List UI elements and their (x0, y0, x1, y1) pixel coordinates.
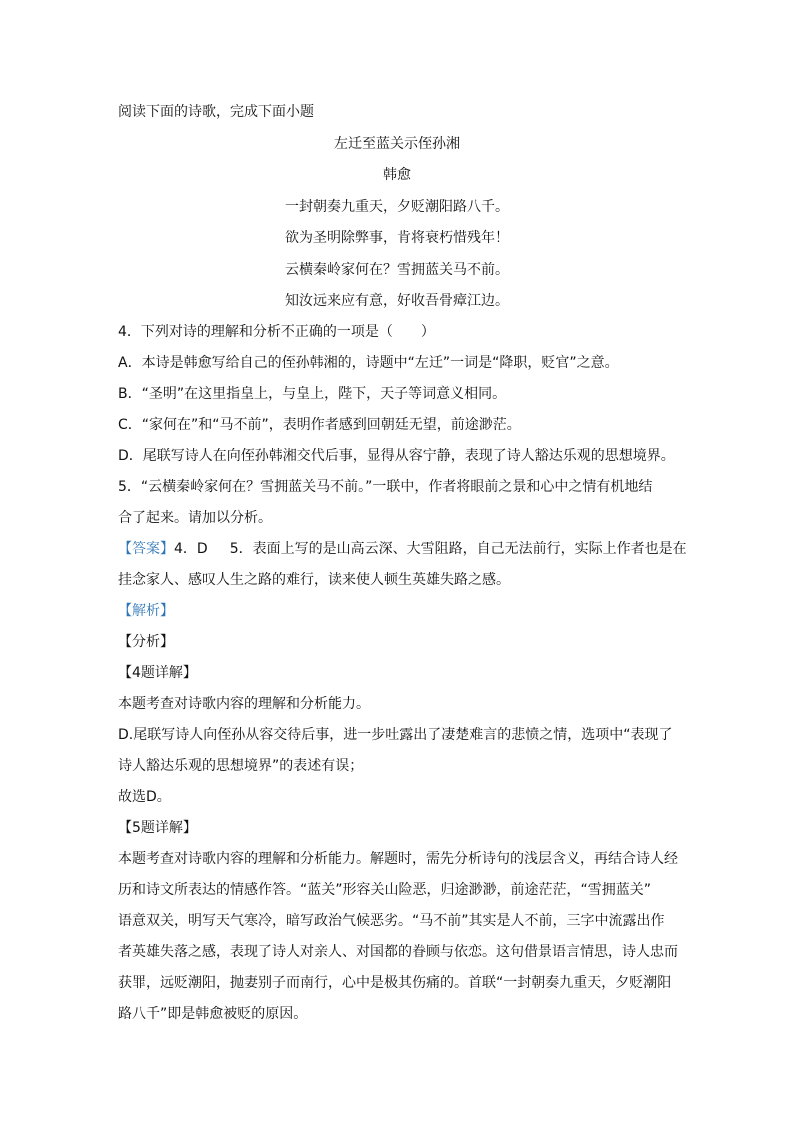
detail-4-line-2: D.尾联写诗人向侄孙从容交待后事，进一步吐露出了凄楚难言的悲愤之情，选项中“表现了 (118, 727, 673, 743)
intro-text: 阅读下面的诗歌，完成下面小题 (118, 104, 314, 120)
answer-4: 4．D (174, 541, 208, 557)
poem-line-1: 一封朝奏九重天，夕贬潮阳路八千。 (285, 199, 509, 215)
detail-5-line-6: 路八千”即是韩愈被贬的原因。 (118, 1006, 308, 1022)
poem-line-4: 知汝远来应有意，好收吾骨瘴江边。 (285, 293, 509, 309)
answer-5-part-2: 挂念家人、感叹人生之路的难行，读来使人顿生英雄失路之感。 (118, 572, 510, 588)
detail-4-label: 【4题详解】 (118, 665, 197, 681)
question-4-option-b: B．“圣明”在这里指皇上，与皇上，陛下，天子等词意义相同。 (118, 386, 507, 402)
question-4-option-c: C．“家何在”和“马不前”，表明作者感到回朝廷无望，前途渺茫。 (118, 417, 521, 433)
poem-line-2: 欲为圣明除弊事，肯将衰朽惜残年！ (285, 230, 509, 246)
question-5-line-1: 5．“云横秦岭家何在？雪拥蓝关马不前。”一联中，作者将眼前之景和心中之情有机地结 (118, 479, 653, 495)
question-5-line-2: 合了起来。请加以分析。 (118, 510, 272, 526)
answer-line-1 (118, 539, 687, 559)
poem-title: 左迁至蓝关示侄孙湘 (334, 136, 460, 152)
detail-5-line-3: 语意双关，明写天气寒冷，暗写政治气候恶劣。“马不前”其实是人不前，三字中流露出作 (118, 913, 665, 929)
analysis-label: 【解析】 (118, 603, 174, 619)
detail-4-line-1: 本题考查对诗歌内容的理解和分析能力。 (118, 696, 370, 712)
detail-4-line-3: 诗人豁达乐观的思想境界”的表述有误； (118, 758, 364, 774)
answer-5-part-1: 5．表面上写的是山高云深、大雪阻路，自己无法前行，实际上作者也是在 (229, 541, 687, 557)
question-4-option-a: A．本诗是韩愈写给自己的侄孙韩湘的，诗题中“左迁”一词是“降职，贬官”之意。 (118, 355, 619, 371)
poem-author: 韩愈 (383, 167, 411, 183)
detail-5-line-5: 获罪，远贬潮阳，抛妻别子而南行，心中是极其伤痛的。首联“一封朝奏九重天，夕贬潮阳 (118, 975, 672, 991)
detail-5-label: 【5题详解】 (118, 820, 197, 836)
poem-line-3: 云横秦岭家何在？雪拥蓝关马不前。 (285, 262, 509, 278)
detail-5-line-2: 历和诗文所表达的情感作答。“蓝关”形容关山险恶，归途渺渺，前途茫茫，“雪拥蓝关” (118, 882, 652, 898)
question-4-stem: 4．下列对诗的理解和分析不正确的一项是（ ） (118, 324, 435, 340)
detail-5-line-1: 本题考查对诗歌内容的理解和分析能力。解题时，需先分析诗句的浅层含义，再结合诗人经 (118, 851, 678, 867)
detail-5-line-4: 者英雄失落之感，表现了诗人对亲人、对国都的眷顾与依恋。这句借景语言情思，诗人忠而 (118, 944, 678, 960)
fenxi-label: 【分析】 (118, 634, 174, 650)
detail-4-line-4: 故选D。 (118, 789, 171, 805)
answer-label: 【答案】 (118, 541, 174, 557)
question-4-option-d: D．尾联写诗人在向侄孙韩湘交代后事，显得从容宁静，表现了诗人豁达乐观的思想境界。 (118, 448, 675, 464)
